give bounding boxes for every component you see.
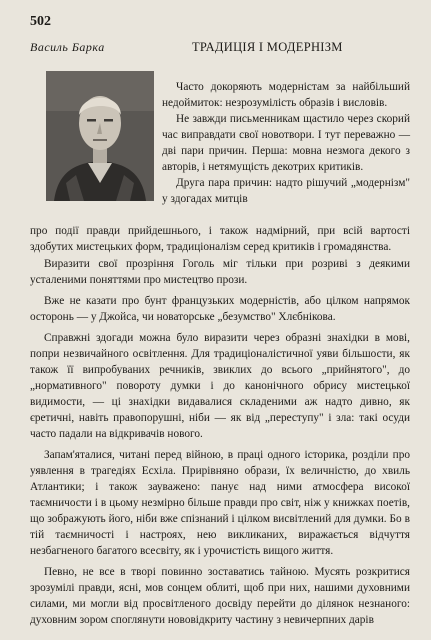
intro-column xyxy=(162,79,410,207)
paragraph-continuation: про події правди прийдешнього, і також надмірний, при всій вартості здобутих мистецьких форм, традиціоналізм серед критиків і громадянства. xyxy=(30,225,410,253)
author-portrait-photo xyxy=(46,71,154,201)
paragraph: Певно, не все в творі повинно зоставатись тайною. Мусять розкритися зрозумілі правди, ясні, мов сонцем облиті, щоб при них, нашими духовними силами, ми могли від просвітленого досвіду перейти до ділянок незнаного: духовним зором споглянути нововідкриту частину з невичерпних дарів xyxy=(30,566,410,626)
article-title: ТРАДИЦІЯ І МОДЕРНІЗМ xyxy=(192,40,343,54)
paragraph: Справжні здогади можна було виразити через образні знахідки в мові, попри незвичайного освітлення. Для традиціоналістичної уяви більшости, як також її випробуваних речників, звиклих до всього „прийнятого", до „нормативного" повороту думки і до канонічного обрису мистецької видимости, — ці знахідки видавалися складеними аж надто дивно, як єретичні, навіть правопорушні, ніби — як від „переступу" і зла: такі осуди часто падали на відкривачів нового. xyxy=(30,332,410,440)
paragraph: Вже не казати про бунт французьких модерністів, або цілком напрямок осторонь — у Джойса, чи новаторське „безумство" Хлєбнікова. xyxy=(30,295,410,323)
paragraph-start: Друга пара причин: надто рішучий „модернізм" у здогадах митців xyxy=(162,177,410,205)
paragraph: Не завжди письменникам щастило через скорий час виправдати свої новотвори. І тут переважно — дві пари причин. Перша: мовна незмога декого з авторів, і нетямущість декотрих критиків. xyxy=(162,113,410,173)
author-name: Василь Барка xyxy=(30,40,105,54)
main-text xyxy=(30,223,410,629)
page-number: 502 xyxy=(30,14,51,29)
paragraph: Запам'яталися, читані перед війною, в праці одного історика, розділи про уявлення в трагедіях Есхіла. Прирівняно образи, їх величністю, до хвиль Атлантики; і також зауважено: панує над ними атмосфера високої таємничости і в цьому незмірно більше правди про світ, ніж у книжках поетів, що зображують його, ніби вже спізнаний і цілком висвітлений для думки. Бо в тій таємничості і настроях, нею викликаних, виражається відчуття незбагненого багатого всесвіту, як і урочистість вищого життя. xyxy=(30,449,410,557)
paragraph: Часто докоряють модерністам за найбільший недоймиток: незрозумілість образів і висловів. xyxy=(162,81,410,109)
paragraph: Виразити свої прозріння Гоголь міг тільки при розриві з деякими усталеними поняттями про мистецтво прози. xyxy=(30,258,410,286)
